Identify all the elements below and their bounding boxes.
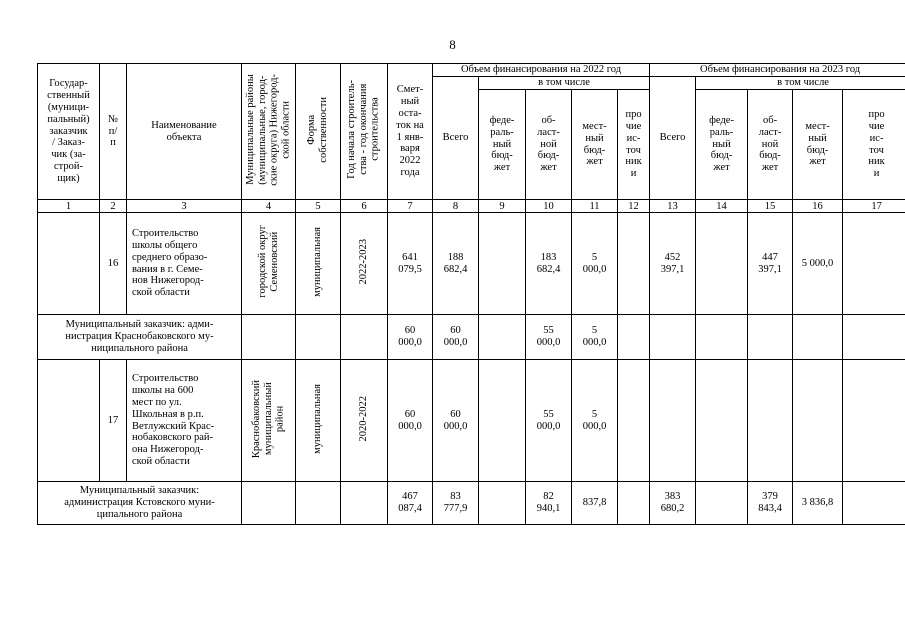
customer2-estimate: 467 087,4 [388, 482, 433, 525]
column-number: 1 [38, 200, 100, 213]
column-number: 16 [793, 200, 843, 213]
customer1-total-2022: 60 000,0 [433, 315, 479, 360]
customer1-local-2022: 5 000,0 [572, 315, 618, 360]
row16-total-2022: 188 682,4 [433, 213, 479, 315]
header-district: Муниципальные районы (муниципальные, город- ские округа) Нижегород- ской области [242, 64, 296, 200]
column-number: 12 [618, 200, 650, 213]
column-number: 3 [127, 200, 242, 213]
customer1-estimate: 60 000,0 [388, 315, 433, 360]
customer1-regional-2022: 55 000,0 [526, 315, 572, 360]
customer2-local-2022: 837,8 [572, 482, 618, 525]
header-other-2023: про чие ис- точ ник и [843, 90, 905, 200]
row16-num: 16 [100, 213, 127, 315]
row17-total-2022: 60 000,0 [433, 360, 479, 482]
customer-row-kstovsky [38, 482, 905, 525]
row17-district: Краснобаковский муниципальный район [242, 360, 296, 482]
customer-row-krasnobakovsky [38, 315, 905, 360]
row17-num: 17 [100, 360, 127, 482]
customer2-total-2022: 83 777,9 [433, 482, 479, 525]
header-including-2022: в том числе [479, 77, 650, 90]
row16-regional-2022: 183 682,4 [526, 213, 572, 315]
row16-object-name: Строительство школы общего среднего образо- вания в г. Семе- нов Нижегород- ской области [127, 213, 242, 315]
column-number: 6 [341, 200, 388, 213]
row17-local-2022: 5 000,0 [572, 360, 618, 482]
column-number: 14 [696, 200, 748, 213]
column-numbers-row [38, 200, 905, 213]
header-local-2022: мест- ный бюд- жет [572, 90, 618, 200]
header-other-2022: про чие ис- точ ник и [618, 90, 650, 200]
column-number: 4 [242, 200, 296, 213]
customer-label: Муниципальный заказчик: адми- нистрация Краснобаковского му- ниципального района [38, 315, 242, 360]
header-object-name: Наименование объекта [127, 64, 242, 200]
row16-local-2022: 5 000,0 [572, 213, 618, 315]
customer-label: Муниципальный заказчик: администрация Кстовского муни- ципального района [38, 482, 242, 525]
column-number: 9 [479, 200, 526, 213]
row17-customer [38, 360, 100, 482]
row16-local-2023: 5 000,0 [793, 213, 843, 315]
column-number: 8 [433, 200, 479, 213]
customer2-regional-2022: 82 940,1 [526, 482, 572, 525]
header-estimate: Смет- ный оста- ток на 1 янв- варя 2022 года [388, 64, 433, 200]
row17-object-name: Строительство школы на 600 мест по ул. Школьная в р.п. Ветлужский Крас- нобаковского рай- она Нижегород- ской области [127, 360, 242, 482]
row17-years: 2020-2022 [341, 360, 388, 482]
row16-estimate: 641 079,5 [388, 213, 433, 315]
customer2-total-2023: 383 680,2 [650, 482, 696, 525]
row16-years: 2022-2023 [341, 213, 388, 315]
header-regional-2022: об- ласт- ной бюд- жет [526, 90, 572, 200]
row16-other-2023 [843, 213, 905, 315]
row16-total-2023: 452 397,1 [650, 213, 696, 315]
header-federal-2022: феде- раль- ный бюд- жет [479, 90, 526, 200]
header-fin-2023: Объем финансирования на 2023 год [650, 64, 905, 77]
header-regional-2023: об- ласт- ной бюд- жет [748, 90, 793, 200]
column-number: 5 [296, 200, 341, 213]
header-ownership: Форма собственности [296, 64, 341, 200]
table-row-16 [38, 213, 905, 315]
header-federal-2023: феде- раль- ный бюд- жет [696, 90, 748, 200]
row16-district: городской округ Семеновский [242, 213, 296, 315]
page-number: 8 [449, 37, 456, 52]
header-customer: Государ- ственный (муници- пальный) заказчик / Заказ- чик (за- строй- щик) [38, 64, 100, 200]
row16-customer [38, 213, 100, 315]
row16-federal-2023 [696, 213, 748, 315]
header-including-2023: в том числе [696, 77, 905, 90]
column-number: 13 [650, 200, 696, 213]
header-total-2022: Всего [433, 77, 479, 200]
header-num: № п/ п [100, 64, 127, 200]
column-number: 10 [526, 200, 572, 213]
row16-ownership: муниципальная [296, 213, 341, 315]
table-row-17 [38, 360, 905, 482]
row17-regional-2022: 55 000,0 [526, 360, 572, 482]
customer2-local-2023: 3 836,8 [793, 482, 843, 525]
column-number: 17 [843, 200, 905, 213]
header-fin-2022: Объем финансирования на 2022 год [433, 64, 650, 77]
financing-table [37, 63, 905, 525]
column-number: 7 [388, 200, 433, 213]
row17-estimate: 60 000,0 [388, 360, 433, 482]
customer2-regional-2023: 379 843,4 [748, 482, 793, 525]
column-number: 11 [572, 200, 618, 213]
row16-federal-2022 [479, 213, 526, 315]
column-number: 2 [100, 200, 127, 213]
header-total-2023: Всего [650, 77, 696, 200]
column-number: 15 [748, 200, 793, 213]
row16-other-2022 [618, 213, 650, 315]
header-years: Год начала строитель- ства - год окончания строительства [341, 64, 388, 200]
header-row-1 [38, 64, 905, 77]
header-local-2023: мест- ный бюд- жет [793, 90, 843, 200]
row16-regional-2023: 447 397,1 [748, 213, 793, 315]
row17-ownership: муниципальная [296, 360, 341, 482]
